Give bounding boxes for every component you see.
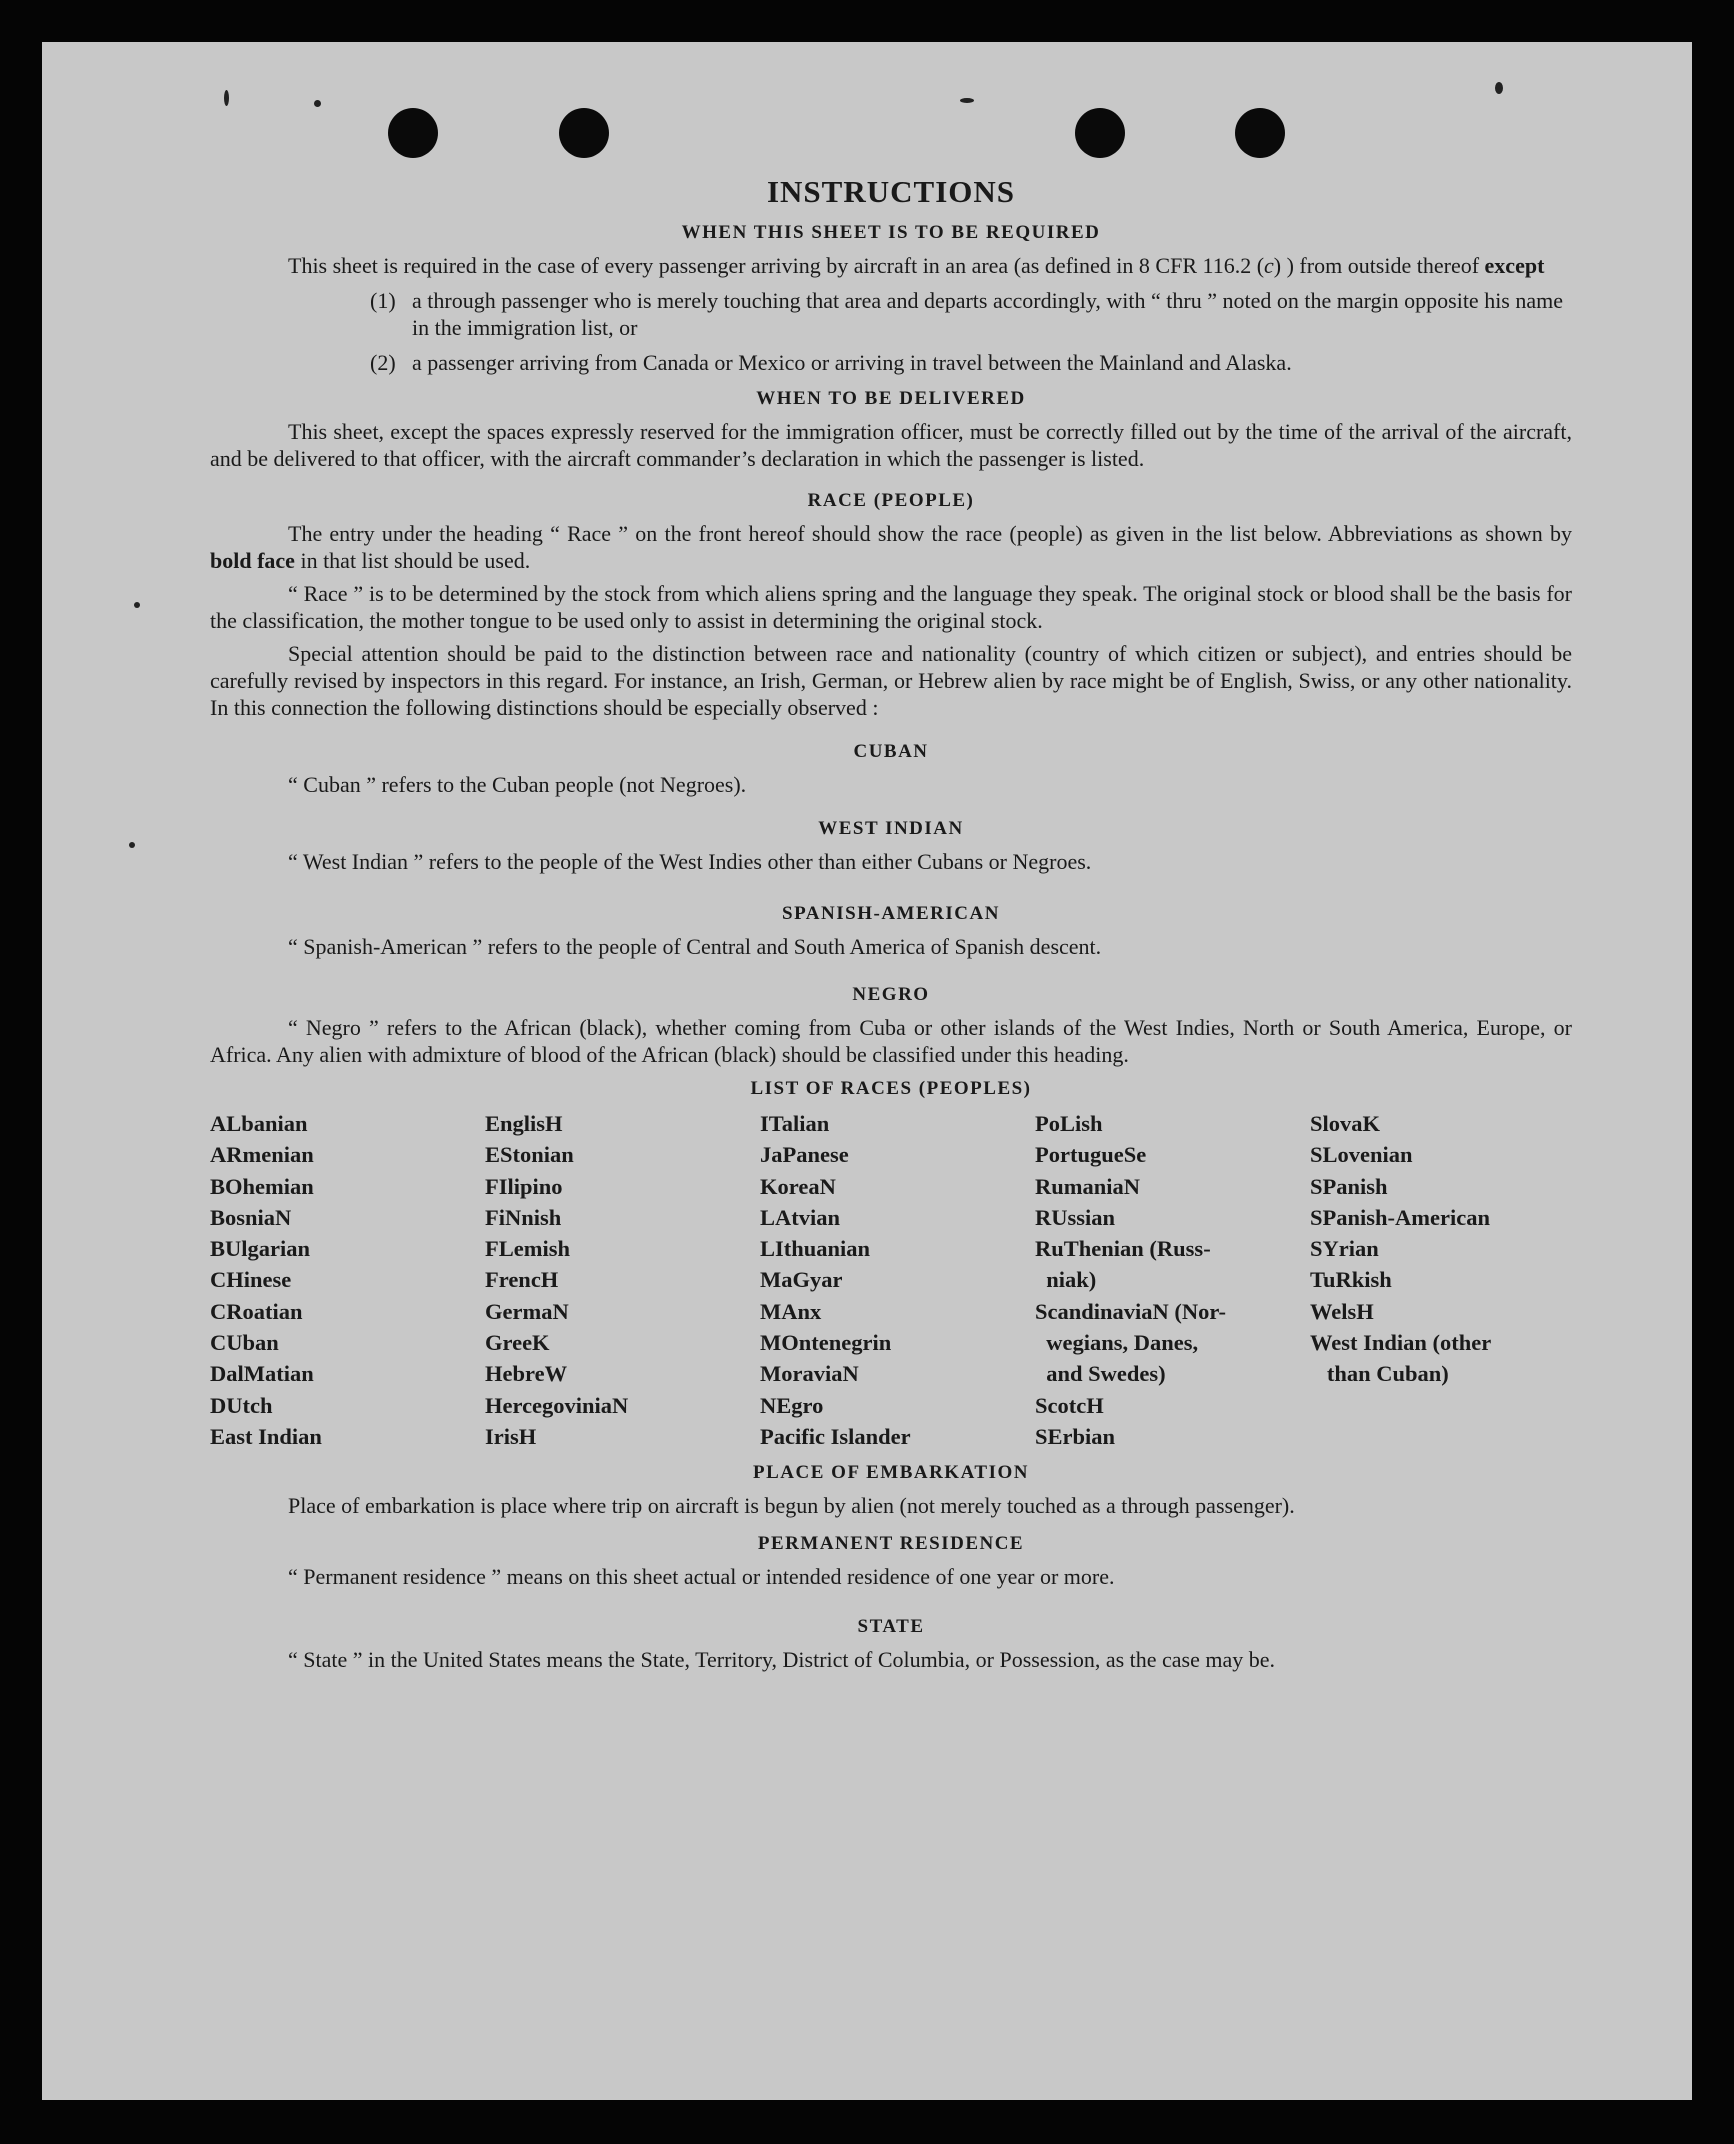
race-entry: NEgro	[760, 1392, 824, 1418]
race-entry: than Cuban)	[1310, 1361, 1449, 1387]
speck	[134, 602, 140, 608]
race-entry: ALbanian	[210, 1111, 308, 1136]
race-entry: PoLish	[1035, 1111, 1103, 1136]
heading-list-of-races: LIST OF RACES (PEOPLES)	[750, 1078, 1032, 1099]
paragraph-race-3: Special attention should be paid to the distinction between race and nationality (country of which citizen or subject), and entries should be carefully revised by inspectors in this regard. For instance, an Irish, German, or Hebrew alien by race might be of English, Swiss, or any other nationality. In this connection the following distinctions should be especially observed :	[210, 641, 1572, 720]
paragraph-when-delivered: This sheet, except the spaces expressly reserved for the immigration officer, must be correctly filled out by the time of the arrival of the aircraft, and be delivered to that officer, with the aircraft commander’s declaration in which the passenger is listed.	[210, 419, 1572, 471]
race-entry: ScotcH	[1035, 1392, 1104, 1418]
race-entry: GreeK	[485, 1330, 550, 1356]
race-entry: EStonian	[485, 1142, 574, 1168]
race-entry: ARmenian	[210, 1142, 314, 1168]
race-entry: SErbian	[1035, 1423, 1116, 1449]
races-column-1	[210, 1108, 485, 1452]
race-entry: DalMatian	[210, 1361, 314, 1387]
race-entry: CHinese	[210, 1267, 292, 1293]
paragraph-negro: “ Negro ” refers to the African (black), whether coming from Cuba or other islands of the West Indies, North or South America, Europe, or Africa. Any alien with admixture of blood of the African (black) should be classified under this heading.	[210, 1015, 1572, 1067]
race-entry: FiNnish	[485, 1204, 562, 1230]
race-entry: RUssian	[1035, 1204, 1116, 1230]
race-entry: LIthuanian	[760, 1236, 871, 1262]
race-entry: SPanish	[1310, 1173, 1388, 1199]
race-entry: LAtvian	[760, 1204, 841, 1230]
race-entry: wegians, Danes,	[1035, 1330, 1199, 1356]
race-entry: SlovaK	[1310, 1111, 1381, 1136]
paragraph-west-indian: “ West Indian ” refers to the people of the West Indies other than either Cubans or Negroes.	[288, 849, 1092, 874]
race-entry: East Indian	[210, 1423, 322, 1449]
races-column-2	[485, 1108, 760, 1452]
race-entry: WelsH	[1310, 1298, 1374, 1324]
exception-item-1: (1) a through passenger who is merely touching that area and departs accordingly, with “ thru ” noted on the margin opposite his name in the immigration list, or	[370, 288, 1564, 340]
race-entry: FrencH	[485, 1267, 559, 1293]
heading-embarkation: PLACE OF EMBARKATION	[753, 1462, 1029, 1484]
paragraph-race-1: The entry under the heading “ Race ” on the front hereof should show the race (people) as given in the list below. Abbreviations as shown by bold face in that list should be used.	[210, 521, 1572, 573]
paragraph-state: “ State ” in the United States means the State, Territory, District of Columbia, or Possession, as the case may be.	[288, 1647, 1276, 1673]
race-entry: niak)	[1035, 1267, 1097, 1293]
heading-state: STATE	[857, 1616, 925, 1638]
race-entry: EnglisH	[485, 1111, 563, 1136]
heading-cuban: CUBAN	[853, 741, 929, 762]
race-entry: MoraviaN	[760, 1361, 859, 1387]
instructions-content	[210, 174, 1572, 1673]
paragraph-when-required: This sheet is required in the case of every passenger arriving by aircraft in an area (as defined in 8 CFR 116.2 (c) ) from outside thereof except	[288, 253, 1545, 278]
punch-hole	[388, 108, 438, 158]
race-entry: ITalian	[760, 1111, 830, 1136]
races-column-4	[1035, 1108, 1310, 1452]
punch-hole	[1235, 108, 1285, 158]
paragraph-permanent-residence: “ Permanent residence ” means on this sheet actual or intended residence of one year or more.	[288, 1564, 1115, 1590]
race-entry: BosniaN	[210, 1204, 292, 1230]
race-entry: Pacific Islander	[760, 1423, 911, 1449]
heading-negro: NEGRO	[852, 984, 930, 1005]
race-entry: JaPanese	[760, 1142, 849, 1168]
heading-spanish-american: SPANISH-AMERICAN	[782, 903, 1000, 924]
punch-hole	[559, 108, 609, 158]
paragraph-race-2: “ Race ” is to be determined by the stock from which aliens spring and the language they speak. The original stock or blood shall be the basis for the classification, the mother tongue to be used only to assist in determining the original stock.	[210, 581, 1572, 633]
race-entry: SYrian	[1310, 1236, 1379, 1262]
race-entry: ScandinaviaN (Nor-	[1035, 1298, 1227, 1324]
race-entry: FLemish	[485, 1236, 571, 1262]
race-entry: KoreaN	[760, 1173, 836, 1199]
heading-permanent-residence: PERMANENT RESIDENCE	[757, 1533, 1025, 1555]
races-column-5	[1310, 1108, 1572, 1452]
race-entry: BOhemian	[210, 1173, 314, 1199]
speck	[314, 100, 321, 107]
race-entry: TuRkish	[1310, 1267, 1392, 1293]
paragraph-cuban: “ Cuban ” refers to the Cuban people (not Negroes).	[288, 772, 747, 797]
race-entry: West Indian (other	[1310, 1330, 1492, 1356]
heading-when-required: WHEN THIS SHEET IS TO BE REQUIRED	[681, 222, 1101, 243]
race-entry: HebreW	[485, 1361, 568, 1387]
paragraph-embarkation: Place of embarkation is place where trip on aircraft is begun by alien (not merely touched as a through passenger).	[288, 1493, 1295, 1519]
race-entry: HercegoviniaN	[485, 1392, 629, 1418]
page-title: INSTRUCTIONS	[766, 174, 1015, 209]
exception-item-2: (2) a passenger arriving from Canada or Mexico or arriving in travel between the Mainland and Alaska.	[370, 350, 1292, 375]
race-entry: MOntenegrin	[760, 1330, 892, 1356]
race-entry: SLovenian	[1310, 1142, 1413, 1168]
heading-race: RACE (PEOPLE)	[807, 490, 975, 511]
race-entry: BUlgarian	[210, 1236, 311, 1262]
race-entry: DUtch	[210, 1392, 273, 1418]
heading-west-indian: WEST INDIAN	[818, 818, 964, 839]
speck	[129, 842, 135, 848]
race-entry: and Swedes)	[1035, 1361, 1166, 1387]
speck	[224, 90, 229, 106]
race-entry: MaGyar	[760, 1267, 843, 1293]
race-entry: RumaniaN	[1035, 1173, 1141, 1199]
races-column-3	[760, 1108, 1035, 1452]
heading-when-delivered: WHEN TO BE DELIVERED	[756, 388, 1026, 409]
speck	[960, 98, 974, 103]
race-entry: IrisH	[485, 1423, 537, 1449]
race-entry: FIlipino	[485, 1173, 563, 1199]
race-entry: CRoatian	[210, 1298, 303, 1324]
race-entry: SPanish-American	[1310, 1204, 1490, 1230]
speck	[1495, 82, 1503, 94]
document-sheet	[42, 42, 1692, 2100]
list-of-races	[210, 1108, 1572, 1452]
race-entry: MAnx	[760, 1298, 822, 1324]
paragraph-spanish-american: “ Spanish-American ” refers to the people of Central and South America of Spanish descent.	[288, 934, 1102, 959]
race-entry: CUban	[210, 1330, 279, 1356]
race-entry: PortugueSe	[1035, 1142, 1147, 1168]
punch-hole	[1075, 108, 1125, 158]
race-entry: GermaN	[485, 1298, 569, 1324]
race-entry: RuThenian (Russ-	[1035, 1236, 1211, 1262]
